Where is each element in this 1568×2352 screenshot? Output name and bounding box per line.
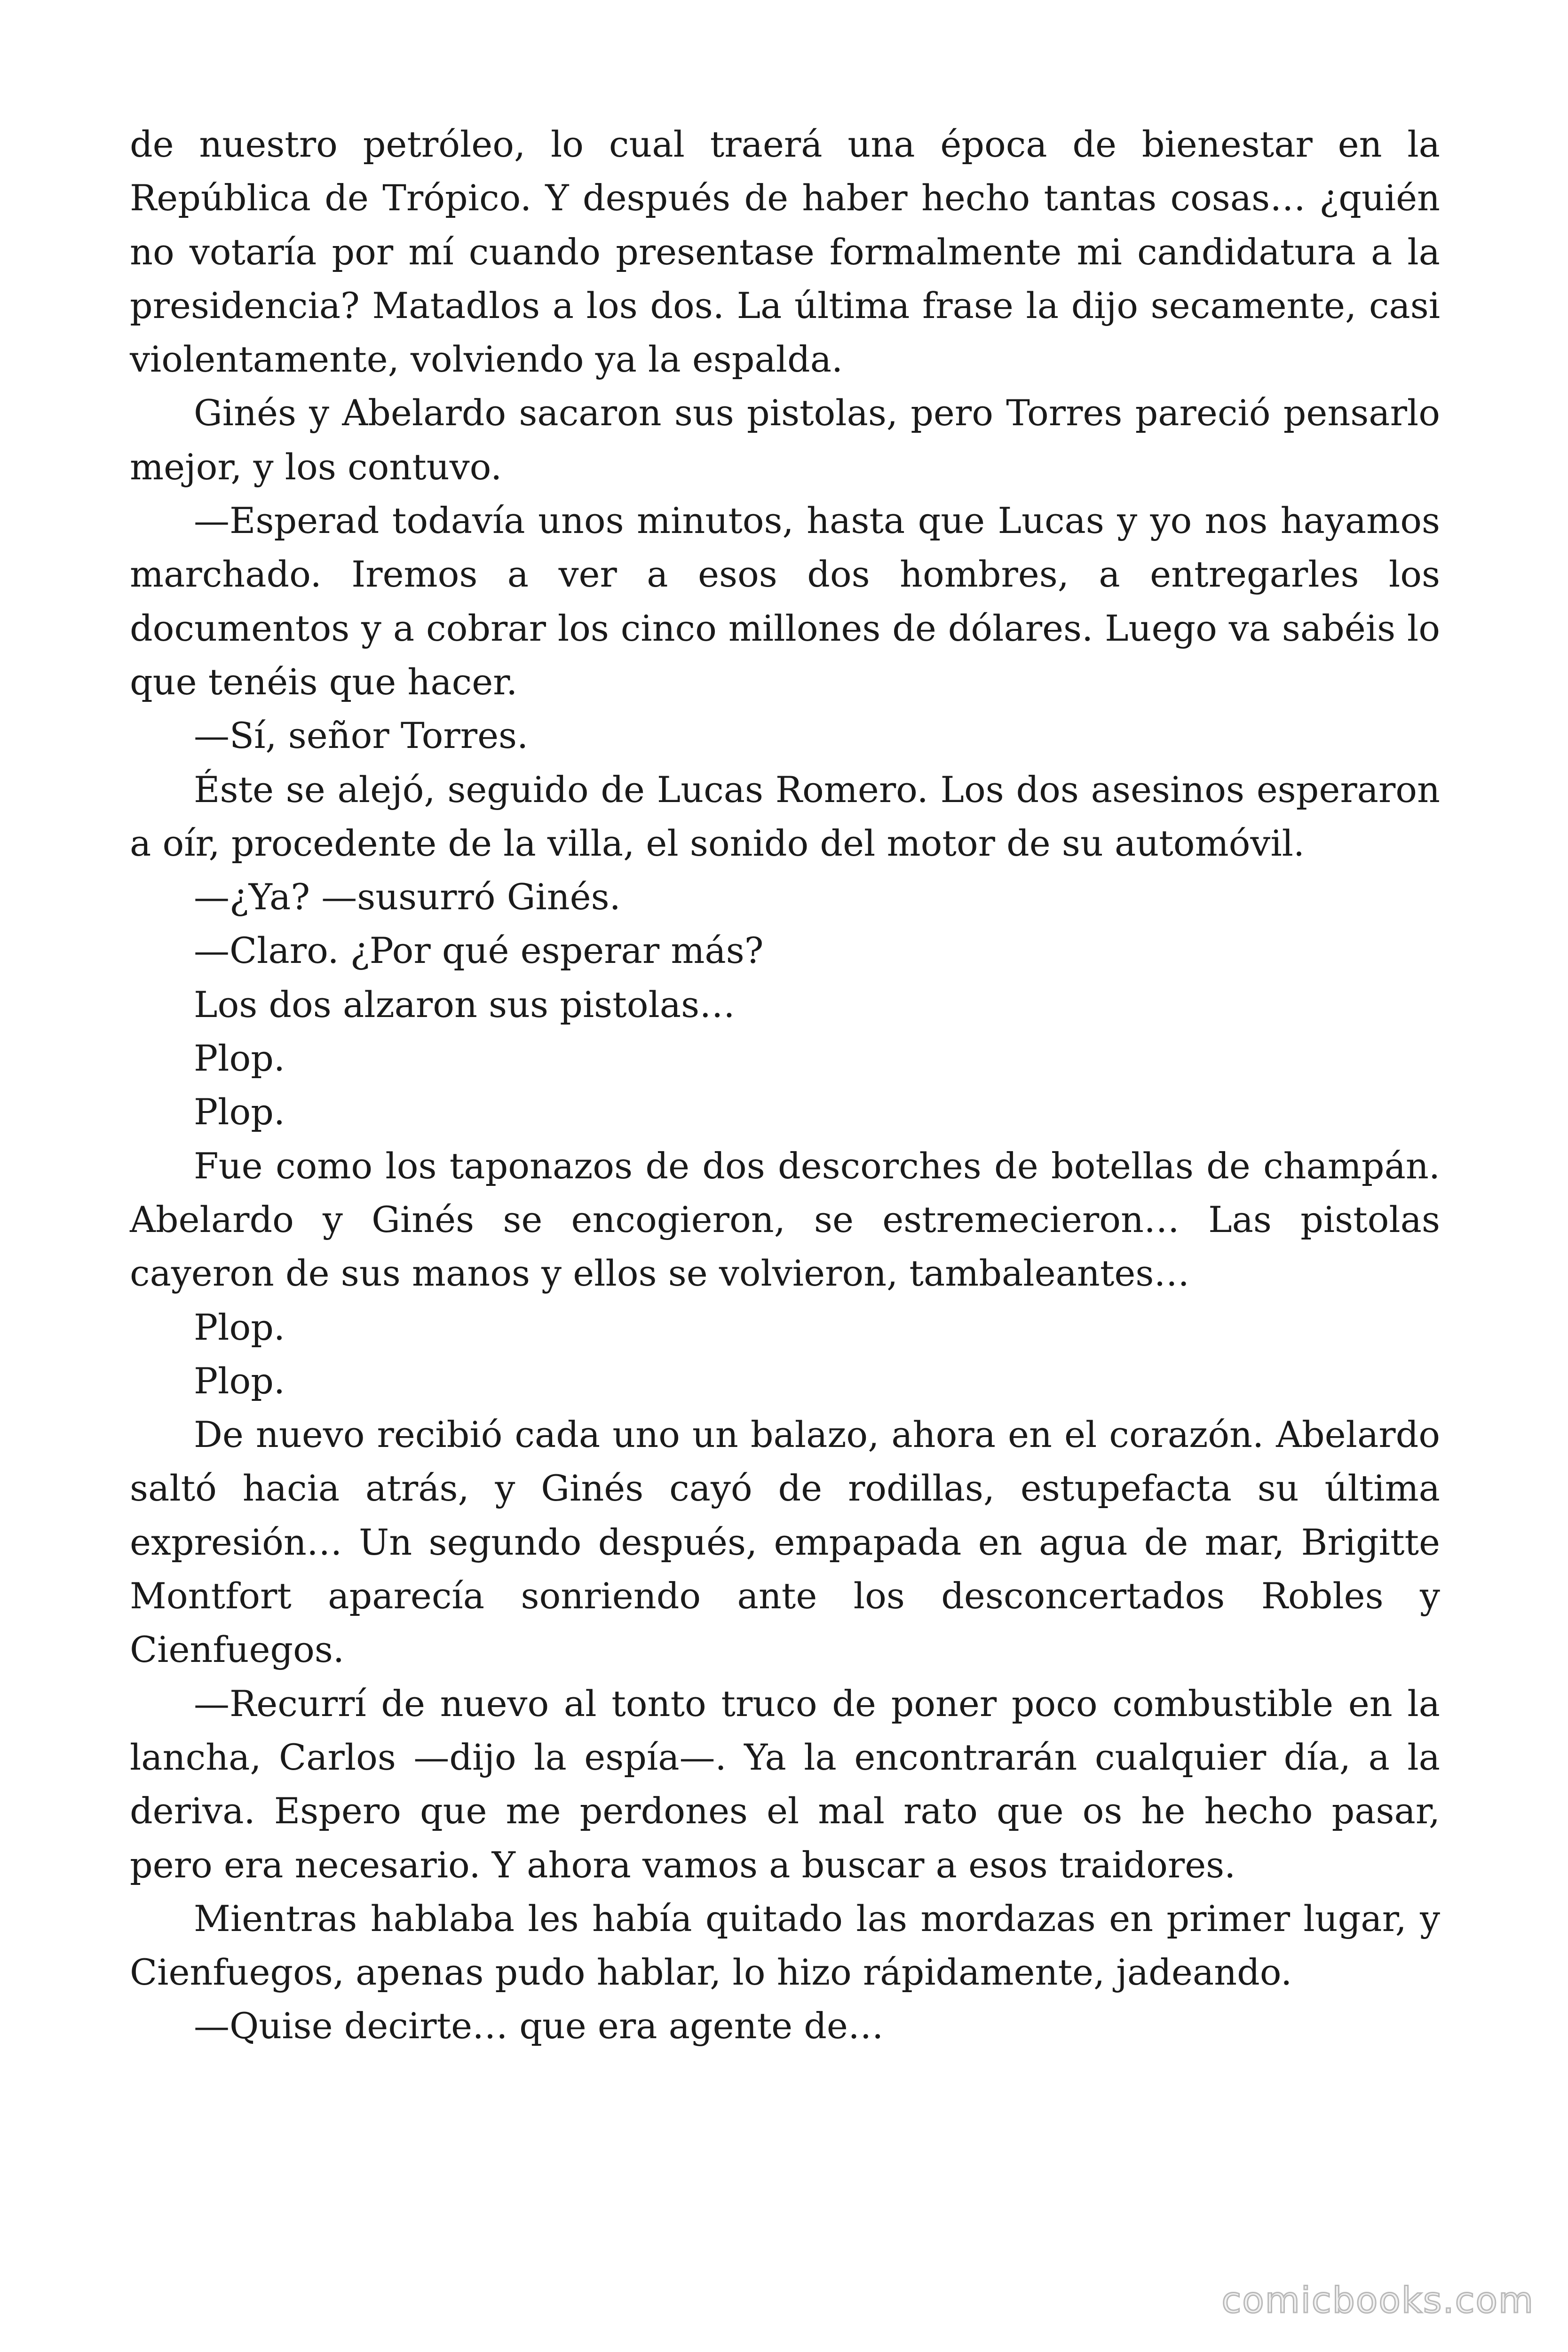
dialogue-paragraph: —Recurrí de nuevo al tonto truco de poner poco combustible en la lancha, Carlos —dijo la espía—. Ya la encontrarán cualquier día, a la deriva. Espero que me perdones el mal rato que os he hecho pasar, pero era necesario. Y ahora vamos a buscar a esos traidores. — [130, 1682, 1440, 1886]
dialogue-paragraph: —Sí, señor Torres. — [194, 715, 529, 757]
sound-effect-line: Plop. — [194, 1359, 285, 1402]
sound-effect-line: Plop. — [194, 1091, 285, 1133]
paragraph: Fue como los taponazos de dos descorches de botellas de champán. Abelardo y Ginés se encogieron, se estremecieron… Las pistolas cayeron de sus manos y ellos se volvieron, tambaleantes… — [130, 1144, 1440, 1295]
paragraph: De nuevo recibió cada uno un balazo, ahora en el corazón. Abelardo saltó hacia atrás, y Ginés cayó de rodillas, estupefacta su última expresión… Un segundo después, empapada en agua de mar, Brigitte Montfort aparecía sonriendo ante los desconcertados Robles y Cienfuegos. — [130, 1414, 1440, 1671]
sound-effect-line: Plop. — [194, 1306, 285, 1348]
dialogue-paragraph: —Quise decirte… que era agente de… — [194, 2005, 884, 2047]
paragraph-continued: de nuestro petróleo, lo cual traerá una época de bienestar en la República de Trópico. Y después de haber hecho tantas cosas… ¿quién no votaría por mí cuando presentase formalmente mi candidatura a la presidencia? Matadlos a los dos. La última frase la dijo secamente, casi violentamente, volviendo ya la espalda. — [130, 123, 1440, 381]
paragraph: Los dos alzaron sus pistolas… — [194, 983, 736, 1025]
sound-effect-line: Plop. — [194, 1037, 285, 1080]
paragraph: Mientras hablaba les había quitado las mordazas en primer lugar, y Cienfuegos, apenas pudo hablar, lo hizo rápidamente, jadeando. — [130, 1897, 1440, 1994]
paragraph: Éste se alejó, seguido de Lucas Romero. Los dos asesinos esperaron a oír, procedente de la villa, el sonido del motor de su automóvil. — [130, 768, 1440, 864]
page-body-text — [130, 118, 1440, 2053]
dialogue-paragraph: —¿Ya? —susurró Ginés. — [194, 876, 621, 918]
dialogue-paragraph: —Claro. ¿Por qué esperar más? — [194, 930, 764, 972]
paragraph: Ginés y Abelardo sacaron sus pistolas, pero Torres pareció pensarlo mejor, y los contuvo. — [130, 392, 1440, 488]
watermark: comicbooks.com — [1221, 2279, 1534, 2321]
dialogue-paragraph: —Esperad todavía unos minutos, hasta que Lucas y yo nos hayamos marchado. Iremos a ver a esos dos hombres, a entregarles los documentos y a cobrar los cinco millones de dólares. Luego va sabéis lo que tenéis que hacer. — [130, 500, 1440, 703]
